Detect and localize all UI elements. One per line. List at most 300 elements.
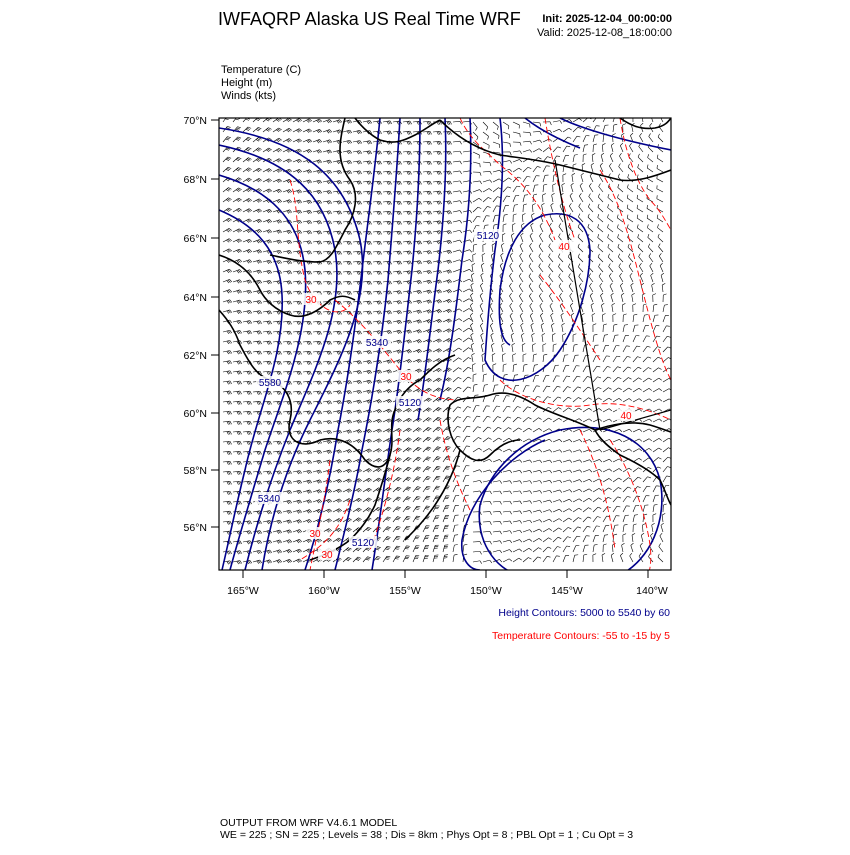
wind-barb-feather [580,439,582,442]
wind-barb-feather [594,334,597,335]
wind-barb-feather [238,481,240,484]
wind-barb-feather [619,163,621,166]
wind-barb-feather [236,139,239,140]
wind-barb-shaft [578,247,583,252]
wind-barb-shaft [638,247,643,252]
wind-barb-feather [308,281,310,284]
wind-barb-feather [503,364,506,365]
wind-barb-feather [287,402,289,405]
wind-barb-feather [408,457,411,459]
wind-barb-shaft [533,470,540,472]
wind-barb-shaft [283,118,289,122]
wind-barb-shaft [483,171,490,172]
wind-barb-feather [360,301,362,304]
wind-barb-feather [310,401,312,404]
wind-barb-feather [436,390,439,392]
wind-barb-feather [598,264,600,267]
wind-barb-shaft [569,277,573,282]
wind-barb-feather [280,441,282,444]
wind-barb-feather [458,397,461,398]
wind-barb-shaft [493,179,499,182]
wind-barb-feather [270,341,272,344]
wind-barb-feather [520,470,522,473]
wind-barb-feather [248,351,250,354]
wind-barb-feather [447,388,450,390]
wind-barb-feather [430,261,432,264]
wind-barb-feather [267,432,269,435]
wind-barb-feather [550,122,551,125]
wind-barb-shaft [563,397,568,402]
wind-barb-feather [477,216,480,217]
wind-barb-feather [227,391,229,394]
wind-barb-feather [410,141,412,144]
wind-barb-feather [310,391,312,394]
wind-barb-feather [598,204,599,207]
wind-barb-shaft [623,439,629,442]
wind-barb-feather [267,352,269,355]
wind-barb-feather [340,291,342,294]
wind-barb-shaft [493,122,498,126]
wind-barb-feather [549,283,551,286]
wind-barb-shaft [473,448,479,452]
wind-barb-shaft [603,366,607,372]
wind-barb-feather [620,283,623,285]
wind-barb-feather [260,321,262,324]
wind-barb-feather [409,438,412,440]
wind-barb-feather [549,429,552,431]
wind-barb-shaft [473,216,477,222]
wind-barb-shaft [573,136,577,142]
wind-barb-feather [247,412,249,415]
wind-barb-shaft [523,365,524,372]
wind-barb-feather [428,211,430,214]
wind-barb-feather [317,381,319,384]
wind-barb-feather [267,372,269,375]
wind-barb-feather [297,471,299,474]
wind-barb-feather [408,161,410,164]
wind-barb-feather [348,231,350,234]
wind-barb-feather [287,372,289,375]
wind-barb-feather [347,282,349,285]
wind-barb-feather [659,244,661,247]
wind-barb-feather [428,261,430,264]
wind-barb-feather [408,448,411,450]
wind-barb-feather [368,151,370,154]
wind-barb-shaft [453,220,460,222]
wind-barb-feather [549,418,552,420]
wind-barb-shaft [502,235,503,242]
wind-barb-feather [398,171,400,174]
wind-barb-feather [238,351,240,354]
wind-barb-shaft [568,267,573,272]
wind-barb-feather [541,323,544,325]
wind-barb-feather [460,161,462,164]
wind-barb-feather [247,402,249,405]
wind-barb-feather [490,313,492,316]
wind-barb-feather [522,343,525,345]
wind-barb-feather [338,181,340,184]
wind-barb-feather [377,262,379,265]
wind-barb-feather [247,371,249,374]
wind-barb-shaft [500,306,503,312]
wind-barb-shaft [593,335,594,342]
wind-barb-feather [570,293,572,296]
wind-barb-feather [574,155,577,156]
wind-barb-feather [559,273,561,276]
wind-barb-feather [317,411,319,414]
wind-barb-feather [467,436,470,437]
wind-barb-feather [430,201,432,204]
wind-barb-feather [388,301,390,304]
wind-barb-feather [327,371,329,374]
wind-barb-feather [603,324,606,325]
wind-barb-feather [287,332,289,335]
wind-barb-shaft [543,397,548,402]
wind-barb-shaft [533,122,540,123]
wind-barb-feather [447,231,449,234]
wind-barb-feather [639,253,641,256]
wind-barb-feather [446,477,449,478]
wind-barb-feather [288,451,290,454]
wind-barb-feather [552,333,555,335]
wind-barb-feather [427,241,429,244]
wind-barb-feather [418,201,420,204]
wind-barb-feather [667,467,670,468]
wind-barb-feather [328,341,330,344]
wind-barb-feather [662,283,665,285]
wind-barb-feather [227,189,230,191]
wind-barb-shaft [643,388,649,392]
wind-barb-feather [578,264,580,267]
wind-barb-feather [398,161,400,164]
wind-barb-shaft [653,429,659,432]
wind-barb-feather [367,321,369,324]
wind-barb-shaft [513,196,516,202]
wind-barb-feather [437,241,439,244]
wind-barb-feather [298,391,300,394]
wind-barb-shaft [592,155,593,162]
wind-barb-shaft [622,305,623,312]
wind-barb-feather [547,157,550,158]
wind-barb-feather [568,254,570,257]
wind-barb-feather [330,361,332,364]
wind-barb-feather [436,419,439,421]
wind-barb-feather [447,162,449,165]
wind-barb-shaft [473,385,474,392]
wind-barb-feather [518,417,521,418]
wind-barb-feather [631,283,634,285]
wind-barb-shaft [623,388,629,392]
wind-barb-feather [287,261,289,264]
wind-barb-feather [317,332,319,335]
wind-barb-feather [579,419,582,421]
wind-barb-shaft [623,335,625,342]
wind-barb-feather [348,321,350,324]
wind-barb-feather [238,401,240,404]
wind-barb-feather [629,388,632,390]
wind-barb-feather [438,221,440,224]
wind-barb-feather [377,321,379,324]
wind-barb-shaft [529,246,533,252]
wind-barb-feather [398,261,400,264]
wind-barb-feather [446,380,449,382]
wind-barb-feather [390,161,392,164]
wind-barb-shaft [563,439,570,442]
wind-barb-feather [237,351,239,354]
wind-barb-feather [247,169,250,171]
wind-barb-feather [648,234,649,237]
wind-barb-feather [320,321,322,324]
wind-barb-shaft [243,178,249,182]
wind-barb-shaft [520,246,523,252]
wind-barb-feather [438,211,440,214]
wind-barb-feather [659,409,662,411]
wind-barb-shaft [628,257,633,262]
wind-barb-feather [460,171,462,174]
wind-barb-shaft [633,336,636,342]
wind-barb-feather [628,367,631,368]
wind-barb-feather [230,441,232,444]
wind-barb-feather [563,334,566,335]
wind-barb-feather [499,136,500,139]
wind-barb-feather [571,313,574,315]
wind-barb-feather [297,431,299,434]
wind-barb-shaft [510,325,513,332]
wind-barb-feather [580,293,582,296]
wind-barb-shaft [491,335,493,342]
wind-barb-feather [247,341,249,344]
wind-barb-shaft [653,357,658,362]
wind-barb-feather [430,211,432,214]
wind-barb-feather [278,471,280,474]
wind-barb-feather [260,311,262,314]
wind-barb-feather [260,391,262,394]
wind-barb-feather [266,130,269,132]
wind-barb-feather [530,133,531,136]
wind-barb-shaft [663,467,667,472]
wind-barb-shaft [243,137,248,142]
wind-barb-feather [520,253,522,256]
wind-barb-shaft [632,125,633,132]
wind-barb-feather [390,181,392,184]
wind-barb-feather [658,457,661,459]
wind-barb-shaft [472,265,473,272]
wind-barb-feather [388,231,390,234]
wind-barb-feather [258,351,260,354]
wind-barb-feather [416,439,419,441]
wind-barb-feather [378,141,380,144]
wind-barb-feather [531,323,534,325]
wind-barb-shaft [581,175,583,182]
wind-barb-feather [420,261,422,264]
wind-barb-feather [387,479,390,481]
wind-barb-feather [520,303,522,306]
wind-barb-feather [417,162,419,165]
wind-barb-feather [448,221,450,224]
wind-barb-feather [310,271,312,274]
wind-barb-feather [227,442,229,445]
wind-barb-shaft [613,377,618,382]
wind-barb-shaft [618,247,623,252]
wind-barb-feather [247,128,250,129]
wind-barb-feather [370,321,372,324]
wind-barb-feather [370,261,372,264]
wind-barb-feather [417,142,419,145]
wind-barb-feather [327,401,329,404]
wind-barb-feather [320,411,322,414]
wind-barb-feather [438,151,440,154]
wind-barb-feather [248,481,250,484]
wind-barb-feather [337,171,339,174]
wind-barb-shaft [648,147,653,152]
wind-barb-feather [397,232,399,235]
wind-barb-feather [267,481,269,484]
wind-barb-feather [308,391,310,394]
wind-barb-shaft [513,406,517,412]
wind-barb-feather [370,231,372,234]
wind-barb-feather [340,281,342,284]
wind-barb-feather [660,263,662,265]
wind-barb-shaft [233,239,239,242]
wind-barb-feather [417,152,419,155]
wind-barb-feather [367,171,369,174]
wind-barb-feather [300,301,302,304]
wind-barb-feather [266,119,269,121]
wind-barb-feather [288,361,290,364]
wind-barb-feather [267,129,270,131]
wind-barb-feather [450,201,452,204]
wind-barb-feather [448,397,451,399]
wind-barb-feather [447,369,450,371]
wind-barb-feather [470,200,472,203]
wind-barb-feather [529,243,531,246]
wind-barb-feather [258,361,260,364]
wind-barb-shaft [453,211,460,212]
wind-barb-feather [551,313,554,315]
wind-barb-feather [318,211,320,214]
wind-barb-feather [398,231,400,234]
wind-barb-feather [640,273,642,275]
wind-barb-feather [406,450,409,452]
wind-barb-feather [260,351,262,354]
wind-barb-feather [417,261,419,264]
wind-barb-shaft [620,146,623,152]
wind-barb-shaft [502,345,503,352]
wind-barb-feather [300,431,302,434]
wind-barb-feather [247,321,249,324]
wind-barb-feather [388,121,390,124]
wind-barb-shaft [523,470,530,472]
wind-barb-feather [240,371,242,374]
wind-barb-shaft [580,186,583,192]
wind-barb-feather [327,231,329,234]
wind-barb-feather [428,418,431,420]
wind-barb-feather [618,244,619,247]
wind-barb-feather [650,123,652,126]
wind-barb-feather [406,440,409,442]
wind-barb-feather [347,181,349,184]
wind-barb-feather [528,167,531,169]
wind-barb-feather [320,281,322,284]
wind-barb-feather [437,428,440,429]
wind-barb-feather [258,441,260,444]
wind-barb-feather [437,221,439,224]
wind-barb-feather [408,201,410,204]
wind-barb-feather [425,469,428,470]
wind-barb-feather [357,151,359,154]
wind-barb-feather [337,211,339,214]
wind-barb-shaft [583,387,588,392]
wind-barb-shaft [553,365,555,372]
wind-barb-feather [228,431,230,434]
wind-barb-shaft [663,399,669,402]
wind-barb-feather [400,251,402,254]
wind-barb-feather [531,223,534,225]
wind-barb-feather [440,221,442,224]
wind-barb-feather [531,213,534,215]
wind-barb-feather [540,303,542,306]
wind-barb-feather [340,231,342,234]
wind-barb-feather [290,361,292,364]
wind-barb-shaft [532,335,533,342]
wind-barb-shaft [303,129,309,132]
wind-barb-feather [472,263,475,265]
wind-barb-feather [529,293,531,296]
wind-barb-shaft [483,406,486,412]
wind-barb-feather [318,341,320,344]
wind-barb-shaft [572,175,573,182]
wind-barb-feather [416,449,419,451]
wind-barb-feather [509,449,512,451]
wind-barb-feather [237,179,240,181]
wind-barb-feather [400,310,402,313]
wind-barb-feather [598,377,601,378]
wind-barb-feather [397,271,399,274]
wind-barb-feather [368,261,370,264]
wind-barb-feather [230,471,232,474]
wind-barb-shaft [633,346,637,352]
wind-barb-feather [539,293,541,296]
wind-barb-shaft [543,429,549,432]
wind-barb-feather [257,321,259,324]
wind-barb-shaft [510,256,513,262]
wind-barb-feather [288,321,290,324]
wind-barb-shaft [463,289,469,292]
wind-barb-shaft [598,247,603,252]
wind-barb-feather [318,381,320,384]
wind-barb-feather [426,410,429,412]
wind-barb-feather [480,283,483,285]
wind-barb-shaft [533,185,535,192]
wind-barb-feather [268,471,270,474]
wind-barb-feather [348,201,350,204]
wind-barb-feather [348,261,350,264]
wind-barb-feather [368,271,370,274]
wind-barb-shaft [652,285,653,292]
wind-barb-feather [278,371,280,374]
wind-barb-feather [340,401,342,404]
wind-barb-feather [610,153,612,155]
wind-barb-feather [598,214,599,217]
wind-barb-feather [357,201,359,204]
wind-barb-feather [320,311,322,314]
wind-barb-feather [238,331,240,334]
wind-barb-feather [288,341,290,344]
wind-barb-feather [238,167,241,169]
wind-barb-feather [563,174,566,175]
wind-barb-feather [450,141,452,144]
wind-barb-feather [558,147,561,148]
